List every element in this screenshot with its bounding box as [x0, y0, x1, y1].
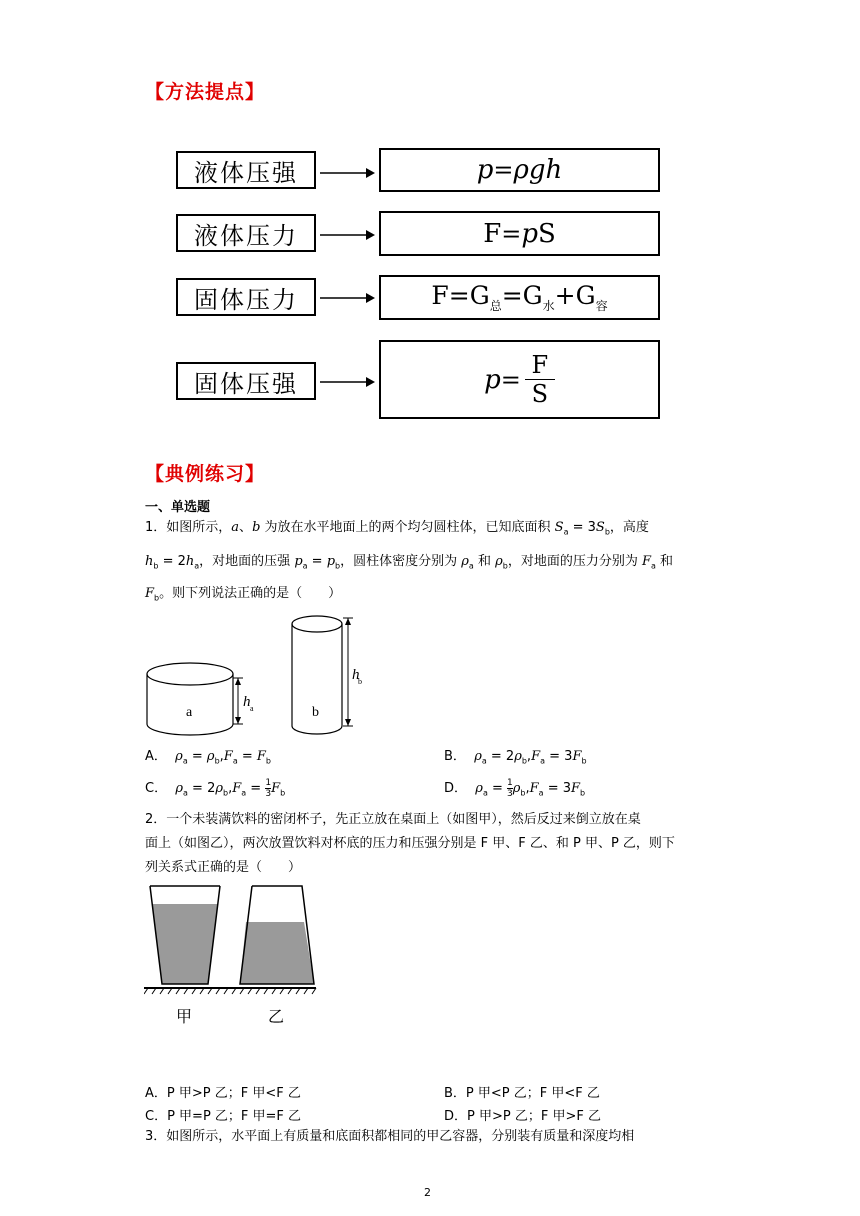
svg-text:b: b	[358, 677, 362, 686]
cylinders-figure	[144, 612, 364, 737]
flow-formula-liquid-force: F = p S	[379, 211, 660, 256]
q2-line2: 面上（如图乙），两次放置饮料对杯底的压力和压强分别是 F 甲、F 乙、和 P 甲、P 乙，则下	[145, 836, 675, 851]
flow-label-solid-pressure: 固体压强	[176, 362, 316, 400]
arrow-icon	[318, 375, 376, 389]
page-number: 2	[424, 1186, 431, 1199]
flow-label-liquid-force: 液体压力	[176, 214, 316, 252]
q1-option-d[interactable]: D． $\rho_a$ = $\frac{1}{3}$ $\rho_b,F_a = 3F_b$	[444, 778, 586, 799]
section-example-heading: 【典例练习】	[145, 463, 266, 485]
flow-label-solid-force: 固体压力	[176, 278, 316, 316]
flow-formula-liquid-pressure: p = ρgh	[379, 148, 660, 192]
q2-line3: 列关系式正确的是（ ）	[145, 860, 302, 875]
section-method-heading: 【方法提点】	[145, 81, 266, 103]
q1-line2: $h_b = 2h_a$，对地面的压强 $p_a = p_b$，圆柱体密度分别为 $\rho_a$ 和 $\rho_b$，对地面的压力分别为 $F_a$ 和	[145, 554, 674, 571]
q2-line1: 2．一个未装满饮料的密闭杯子，先正立放在桌面上（如图甲），然后反过来倒立放在桌	[145, 812, 641, 827]
cups-figure	[144, 884, 319, 1029]
q1-line1: 1．如图所示，a、b 为放在水平地面上的两个均匀圆柱体，已知底面积 $S_a = 3S_b$，高度	[145, 520, 649, 537]
q2-option-b[interactable]: B．P 甲<P 乙；F 甲<F 乙	[444, 1086, 600, 1101]
flow-label-liquid-pressure: 液体压强	[176, 151, 316, 189]
svg-text:h: h	[352, 667, 360, 683]
fig-label-yi: 乙	[268, 1007, 285, 1026]
q1-option-a[interactable]: A． $\rho_a = \rho_b,F_a = F_b$	[145, 749, 271, 766]
q2-option-a[interactable]: A．P 甲>P 乙；F 甲<F 乙	[145, 1086, 301, 1101]
subsection-title: 一、单选题	[145, 500, 211, 515]
q1-option-b[interactable]: B． $\rho_a = 2\rho_b,F_a = 3F_b$	[444, 749, 587, 766]
flow-formula-solid-pressure: p = $\frac{F}{S}$	[379, 340, 660, 419]
q2-option-c[interactable]: C．P 甲=P 乙；F 甲=F 乙	[145, 1109, 302, 1124]
arrow-icon	[318, 166, 376, 180]
fig-label-b: b	[312, 705, 319, 720]
arrow-icon	[318, 291, 376, 305]
q1-option-c[interactable]: C． $\rho_a = 2\rho_b,F_a$ = $\frac{1}{3}$ $F_b$	[145, 778, 286, 799]
svg-text:a: a	[250, 704, 254, 713]
fig-label-a: a	[186, 705, 193, 720]
flow-formula-solid-force: $F=G_总=G_水+G_容$	[379, 275, 660, 320]
arrow-icon	[318, 228, 376, 242]
q1-line3: $F_b$。则下列说法正确的是（ ）	[145, 586, 342, 603]
fig-label-jia: 甲	[176, 1007, 193, 1026]
q3-line1: 3．如图所示，水平面上有质量和底面积都相同的甲乙容器，分别装有质量和深度均相	[145, 1129, 635, 1144]
svg-text:h: h	[243, 694, 251, 710]
q2-option-d[interactable]: D．P 甲>P 乙；F 甲>F 乙	[444, 1109, 601, 1124]
